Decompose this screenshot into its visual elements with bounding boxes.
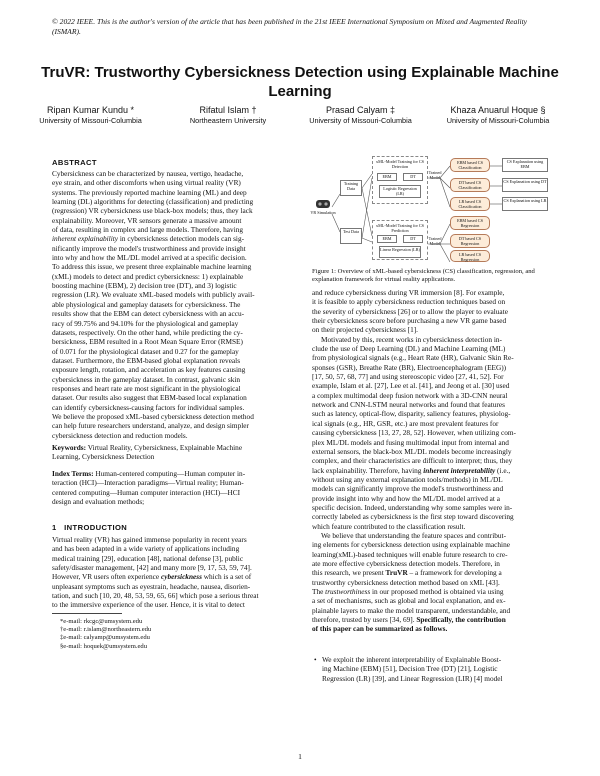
vr-simulation-label: VR Simulation — [310, 210, 336, 215]
body-line: lack explainability. Therefore, having inherent interpretability (i.e., — [312, 465, 511, 475]
body-line: ate more effective cybersickness detection models. Therefore, in — [312, 558, 500, 568]
prediction-group-title: xML-Model Training for CS Prediction — [375, 223, 425, 233]
author-4 — [418, 105, 578, 126]
body-line: on their projected cybersickness [1]. — [312, 325, 418, 335]
abstract-line: systems. The previously reported machine learning (ML) and deep — [52, 187, 247, 197]
title-line-1: TruVR: Trustworthy Cybersickness Detection using Explainable Machine — [41, 64, 559, 81]
author-3 — [288, 105, 433, 126]
abstract-heading: ABSTRACT — [52, 158, 97, 167]
ebm-box: EBM — [377, 173, 397, 181]
author-affiliation: University of Missouri-Columbia — [39, 116, 142, 125]
emphasis: inherent explainability — [52, 234, 118, 244]
body-line: plainable layers to make the model transparent, understandable, and — [312, 605, 511, 615]
index-terms-line: centered computing—Human computer interaction (HCI)—HCI — [52, 487, 241, 497]
abstract-line: (xML) models to detect and predict cybersickness: 1) explainable — [52, 271, 244, 281]
body-line: models can significantly improve the model's trustworthiness and — [312, 484, 504, 494]
body-line: [17, 50, 57, 68, 77] and using stereoscopic video [27, 41, 52]. For — [312, 372, 504, 382]
lr-classification-box: LR based CS Classification — [450, 197, 490, 211]
abstract-line: Cybersickness can be characterized by nausea, vertigo, headache, — [52, 169, 244, 178]
intro-heading — [52, 523, 127, 532]
dt-regression-box: DT based CS Regression — [450, 234, 490, 248]
intro-line: Virtual reality (VR) has gained immense popularity in recent years — [52, 535, 247, 544]
body-line: correctly labeled as cybersickness is the first step toward discovering — [312, 512, 514, 522]
abstract-line: We believe the proposed xML-based cybersickness detection method — [52, 411, 254, 421]
abstract-line: results show that the EBM can detect cybersickness with an accu- — [52, 309, 245, 319]
abstract-line: To address this issue, we present three explainable machine learning — [52, 262, 252, 272]
body-line: which feature contributed to the classification result. — [312, 521, 466, 531]
body-line: ical signals (e.g., HR, GSR, etc.) are most prevalent features for — [312, 418, 499, 428]
abstract-line: into why and how the ML/DL model arrived at a specific decision. — [52, 253, 247, 263]
body-line: from physiological signals (e.g., Heart Rate (HR), Galvanic Skin Re- — [312, 353, 514, 363]
copyright-notice: © 2022 IEEE. This is the author's version of the article that has been published in the 21st IEEE International Symposium on Mixed and Augmented Reality (ISMAR). — [52, 17, 528, 36]
keywords-text-2: Learning, Cybersickness Detection — [52, 452, 155, 462]
figure-caption — [312, 268, 557, 284]
body-line: a complex multimodal deep fusion network with a 3D-CNN neural — [312, 390, 508, 400]
body-line — [312, 624, 557, 633]
abstract-line: cybersickness in the gameplay dataset. In contrast, galvanic skin — [52, 374, 241, 384]
author-name: Ripan Kumar Kundu * — [46, 105, 135, 115]
emphasis: TruVR — [385, 568, 408, 578]
linear-regression-box: Linear Regression (LR) — [379, 246, 421, 258]
test-data-box: Test Data — [340, 228, 362, 244]
trained-model-label: Trained Model — [428, 170, 442, 180]
abstract-line: dataset. Furthermore, the EBM-based global explanation reveals — [52, 355, 241, 365]
emphasis: of this paper can be summarized as follows. — [312, 624, 448, 634]
author-affiliation: University of Missouri-Columbia — [309, 116, 412, 125]
body-line: such as latency, optical-flow, disparity, saliency features, physiolog- — [312, 409, 511, 419]
bullet-line: We exploit the inherent interpretability of Explainable Boost- — [322, 655, 502, 664]
abstract-line: nificantly improve the model's trustworthiness and provide insight — [52, 243, 246, 253]
body-line: The trustworthiness in our proposed method is obtained via using — [312, 587, 504, 596]
intro-line: and has been adapted in a wide variety of applications including — [52, 544, 240, 554]
ebm-classification-box: EBM based CS Classification — [450, 158, 490, 172]
body-line: their cybersickness score before purchasing a new VR game based — [312, 316, 507, 326]
body-line: complex, and their characteristics are difficult to interpret; thus, they — [312, 456, 513, 466]
figure-1 — [310, 152, 552, 262]
body-line: causing cybersickness [13, 27, 28, 52]. However, when utilizing com- — [312, 428, 516, 438]
abstract-line: learning (DL) algorithms for detecting (classification) and predicting — [52, 197, 254, 207]
abstract-line: exposure length, rotation, and acceleration as key features causing — [52, 365, 246, 375]
detection-group-title: xML-Model Training for CS Detection — [375, 159, 425, 169]
bullet-line: Regression (LR) [39], and Linear Regression (LIR) [4] model — [322, 673, 503, 683]
author-name: Prasad Calyam ‡ — [325, 105, 396, 115]
body-line: trustworthy cybersickness detection method based on xML [43]. — [312, 577, 500, 587]
body-line: example, Islam et al. [27], Lee et al. [41], and Jeong et al. [30] used — [312, 381, 510, 391]
intro-line: tation, and such [10, 20, 48, 53, 59, 65, 66] which pose a serious threat — [52, 591, 259, 601]
bullet-line: ing Machine (EBM) [51], Decision Tree (DT) [21], Logistic — [322, 664, 498, 674]
ebm-explanation-box: CS Explanation using EBM — [502, 158, 548, 172]
author-affiliation: Northeastern University — [189, 116, 267, 125]
footnote: ‡e-mail: calyamp@umsystem.edu — [60, 634, 150, 642]
vr-headset-icon — [316, 200, 330, 208]
lr-regression-box: LR based CS Regression — [450, 250, 490, 262]
caption-line: Figure 1: Overview of xML-based cybersickness (CS) classification, regression, and — [312, 268, 535, 275]
right-column-body — [312, 288, 557, 634]
intro-line: However, VR users often experience cybersickness which is a set of — [52, 572, 252, 582]
detection-training-group — [372, 156, 428, 204]
index-terms-line: design and evaluation methods; — [52, 497, 145, 507]
title-line-2: Learning — [268, 83, 332, 100]
abstract-line: of data, resulting in complex and large models. Therefore, having — [52, 225, 244, 235]
trained-model-label: Trained Model — [428, 236, 442, 246]
abstract-line: (regression) VR cybersickness use black-box models; thus, they lack — [52, 206, 253, 216]
paper-title — [40, 63, 560, 101]
footnotes — [60, 618, 300, 651]
footnote: †e-mail: r.islam@northeastern.edu — [60, 626, 152, 634]
ebm-regression-box: EBM based CS Regression — [450, 216, 490, 230]
footnote-rule — [52, 613, 122, 614]
abstract-line: responses and heart rate are most significant in the physiological — [52, 383, 241, 393]
body-line: without using any external explanation tools/methods) in ML/DL — [312, 474, 503, 484]
abstract-line: of 0.071 for the physiological dataset and 0.27 for the gameplay — [52, 346, 239, 356]
abstract-line: racy of 99.75% and 94.10% for the physiological and gameplay — [52, 318, 239, 328]
abstract-line: bersickness, EBM resulted in a Root Mean Square Error (RMSE) — [52, 337, 243, 347]
emphasis: Specifically, the contribution — [416, 615, 506, 625]
lr-explanation-box: CS Explanation using LR — [502, 197, 548, 211]
dt-explanation-box: CS Explanation using DT — [502, 178, 548, 192]
caption-line: explanation framework for virtual reality applications. — [312, 276, 456, 284]
intro-line: unpleasant symptoms such as eyestrain, headache, nausea, disorien- — [52, 581, 251, 591]
index-terms-line: teraction (HCI)—Interaction paradigms—Virtual reality; Human- — [52, 478, 244, 488]
index-terms-label: Index Terms: — [52, 469, 94, 478]
abstract-line: eye strain, and other discomforts when using virtual reality (VR) — [52, 178, 241, 188]
abstract-line: inherent explainability in cybersickness detection models can sig- — [52, 234, 245, 244]
body-line: and reduce cybersickness during VR immersion [8]. For example, — [312, 288, 505, 297]
body-line: We believe that understanding the feature spaces and contribut- — [321, 530, 507, 540]
training-data-box: Training Data — [340, 180, 362, 196]
ebm-box: EBM — [377, 235, 397, 243]
author-affiliation: University of Missouri-Columbia — [446, 116, 550, 125]
body-line: this research, we present TruVR – a framework for developing a — [312, 568, 502, 578]
body-line: it is feasible to apply cybersickness reduction techniques based on — [312, 297, 506, 307]
author-2 — [163, 105, 293, 126]
body-line: network and CNN-LSTM neural networks and found that features — [312, 400, 505, 410]
emphasis: cybersickness — [161, 572, 202, 582]
body-line: plex ML/DL models and fusing multimodal input from internal and — [312, 437, 509, 447]
footnote: §e-mail: hoquek@umsystem.edu — [60, 642, 148, 650]
author-1 — [18, 105, 163, 126]
abstract-line: boosting machine (EBM), 2) decision tree (DT), and 3) logistic — [52, 281, 237, 291]
footnote: *e-mail: rkcgc@umsystem.edu — [60, 618, 143, 625]
body-line: the severity of cybersickness [26] or to allow the player to evaluate — [312, 306, 508, 316]
body-line: external sensors, the black-box ML/DL models become increasingly — [312, 446, 512, 456]
section-title: INTRODUCTION — [64, 523, 128, 532]
abstract-line: dataset. Our results also suggest that EBM-based local explanation — [52, 393, 247, 403]
index-terms — [52, 469, 297, 506]
abstract-line: datasets, respectively. On the other hand, while predicting the cy- — [52, 327, 243, 337]
keywords-label: Keywords: — [52, 443, 87, 452]
prediction-training-group — [372, 220, 428, 260]
abstract-line: can identify cybersickness-causing factors for individual samples. — [52, 402, 245, 412]
emphasis: trustworthiness — [325, 587, 371, 596]
abstract-line: able physiological and gameplay datasets for cybersickness. The — [52, 299, 241, 309]
index-terms-line: Human-centered computing—Human computer in- — [95, 469, 246, 478]
body-line: provide insight into why and how the ML/DL model arrived at a — [312, 493, 500, 503]
logistic-regression-box: Logistic Regression (LR) — [379, 185, 421, 198]
intro-line: safety/disaster management, [42] and many more [9, 17, 53, 59, 74]. — [52, 563, 252, 573]
bullet-icon: • — [314, 655, 317, 664]
abstract-line: cybersickness detection and reduction models. — [52, 430, 188, 440]
body-line: a set of mechanisms, such as global and local explanation, and ex- — [312, 596, 506, 606]
dt-box: DT — [403, 173, 423, 181]
keywords-text: Virtual Reality, Cybersickness, Explainable Machine — [87, 443, 243, 452]
abstract-line: can help future researchers understand, analyze, and design simpler — [52, 421, 249, 431]
body-line: clude the use of Deep Learning (DL) and Machine Learning (ML) — [312, 344, 506, 354]
page-number: 1 — [298, 752, 302, 761]
body-line: Motivated by this, recent works in cybersickness detection in- — [321, 334, 502, 344]
body-line: sponses (GSR), Breathe Rate (BR), Electroencephalogram (EEG)) — [312, 362, 507, 372]
body-line: therefore, trusted by users [34, 69]. Specifically, the contribution — [312, 615, 506, 625]
abstract-line: explainability. Moreover, VR sensors generate a massive amount — [52, 215, 242, 225]
dt-box: DT — [403, 235, 423, 243]
intro-body — [52, 535, 297, 610]
abstract-body — [52, 169, 297, 440]
abstract-line: regression (LR). We evaluate xML-based models with publicly avail- — [52, 290, 255, 300]
section-number: 1 — [52, 523, 57, 532]
body-line: ing elements for cybersickness detection using explainable machine — [312, 540, 510, 550]
author-name: Khaza Anuarul Hoque § — [450, 105, 546, 115]
intro-line: to the immersive experience of the user. Hence, it is vital to detect — [52, 600, 245, 610]
intro-line: medical training [29], education [48], national defense [3], public — [52, 553, 244, 563]
body-line: specific decision. Indeed, understanding why some samples were in- — [312, 502, 513, 512]
keywords — [52, 443, 297, 462]
dt-classification-box: DT based CS Classification — [450, 178, 490, 192]
contribution-bullet — [314, 655, 557, 683]
body-line: learning(xML)-based techniques will enable future research to cre- — [312, 549, 508, 559]
author-name: Rifatul Islam † — [199, 105, 257, 115]
emphasis: inherent interpretability — [423, 465, 496, 475]
